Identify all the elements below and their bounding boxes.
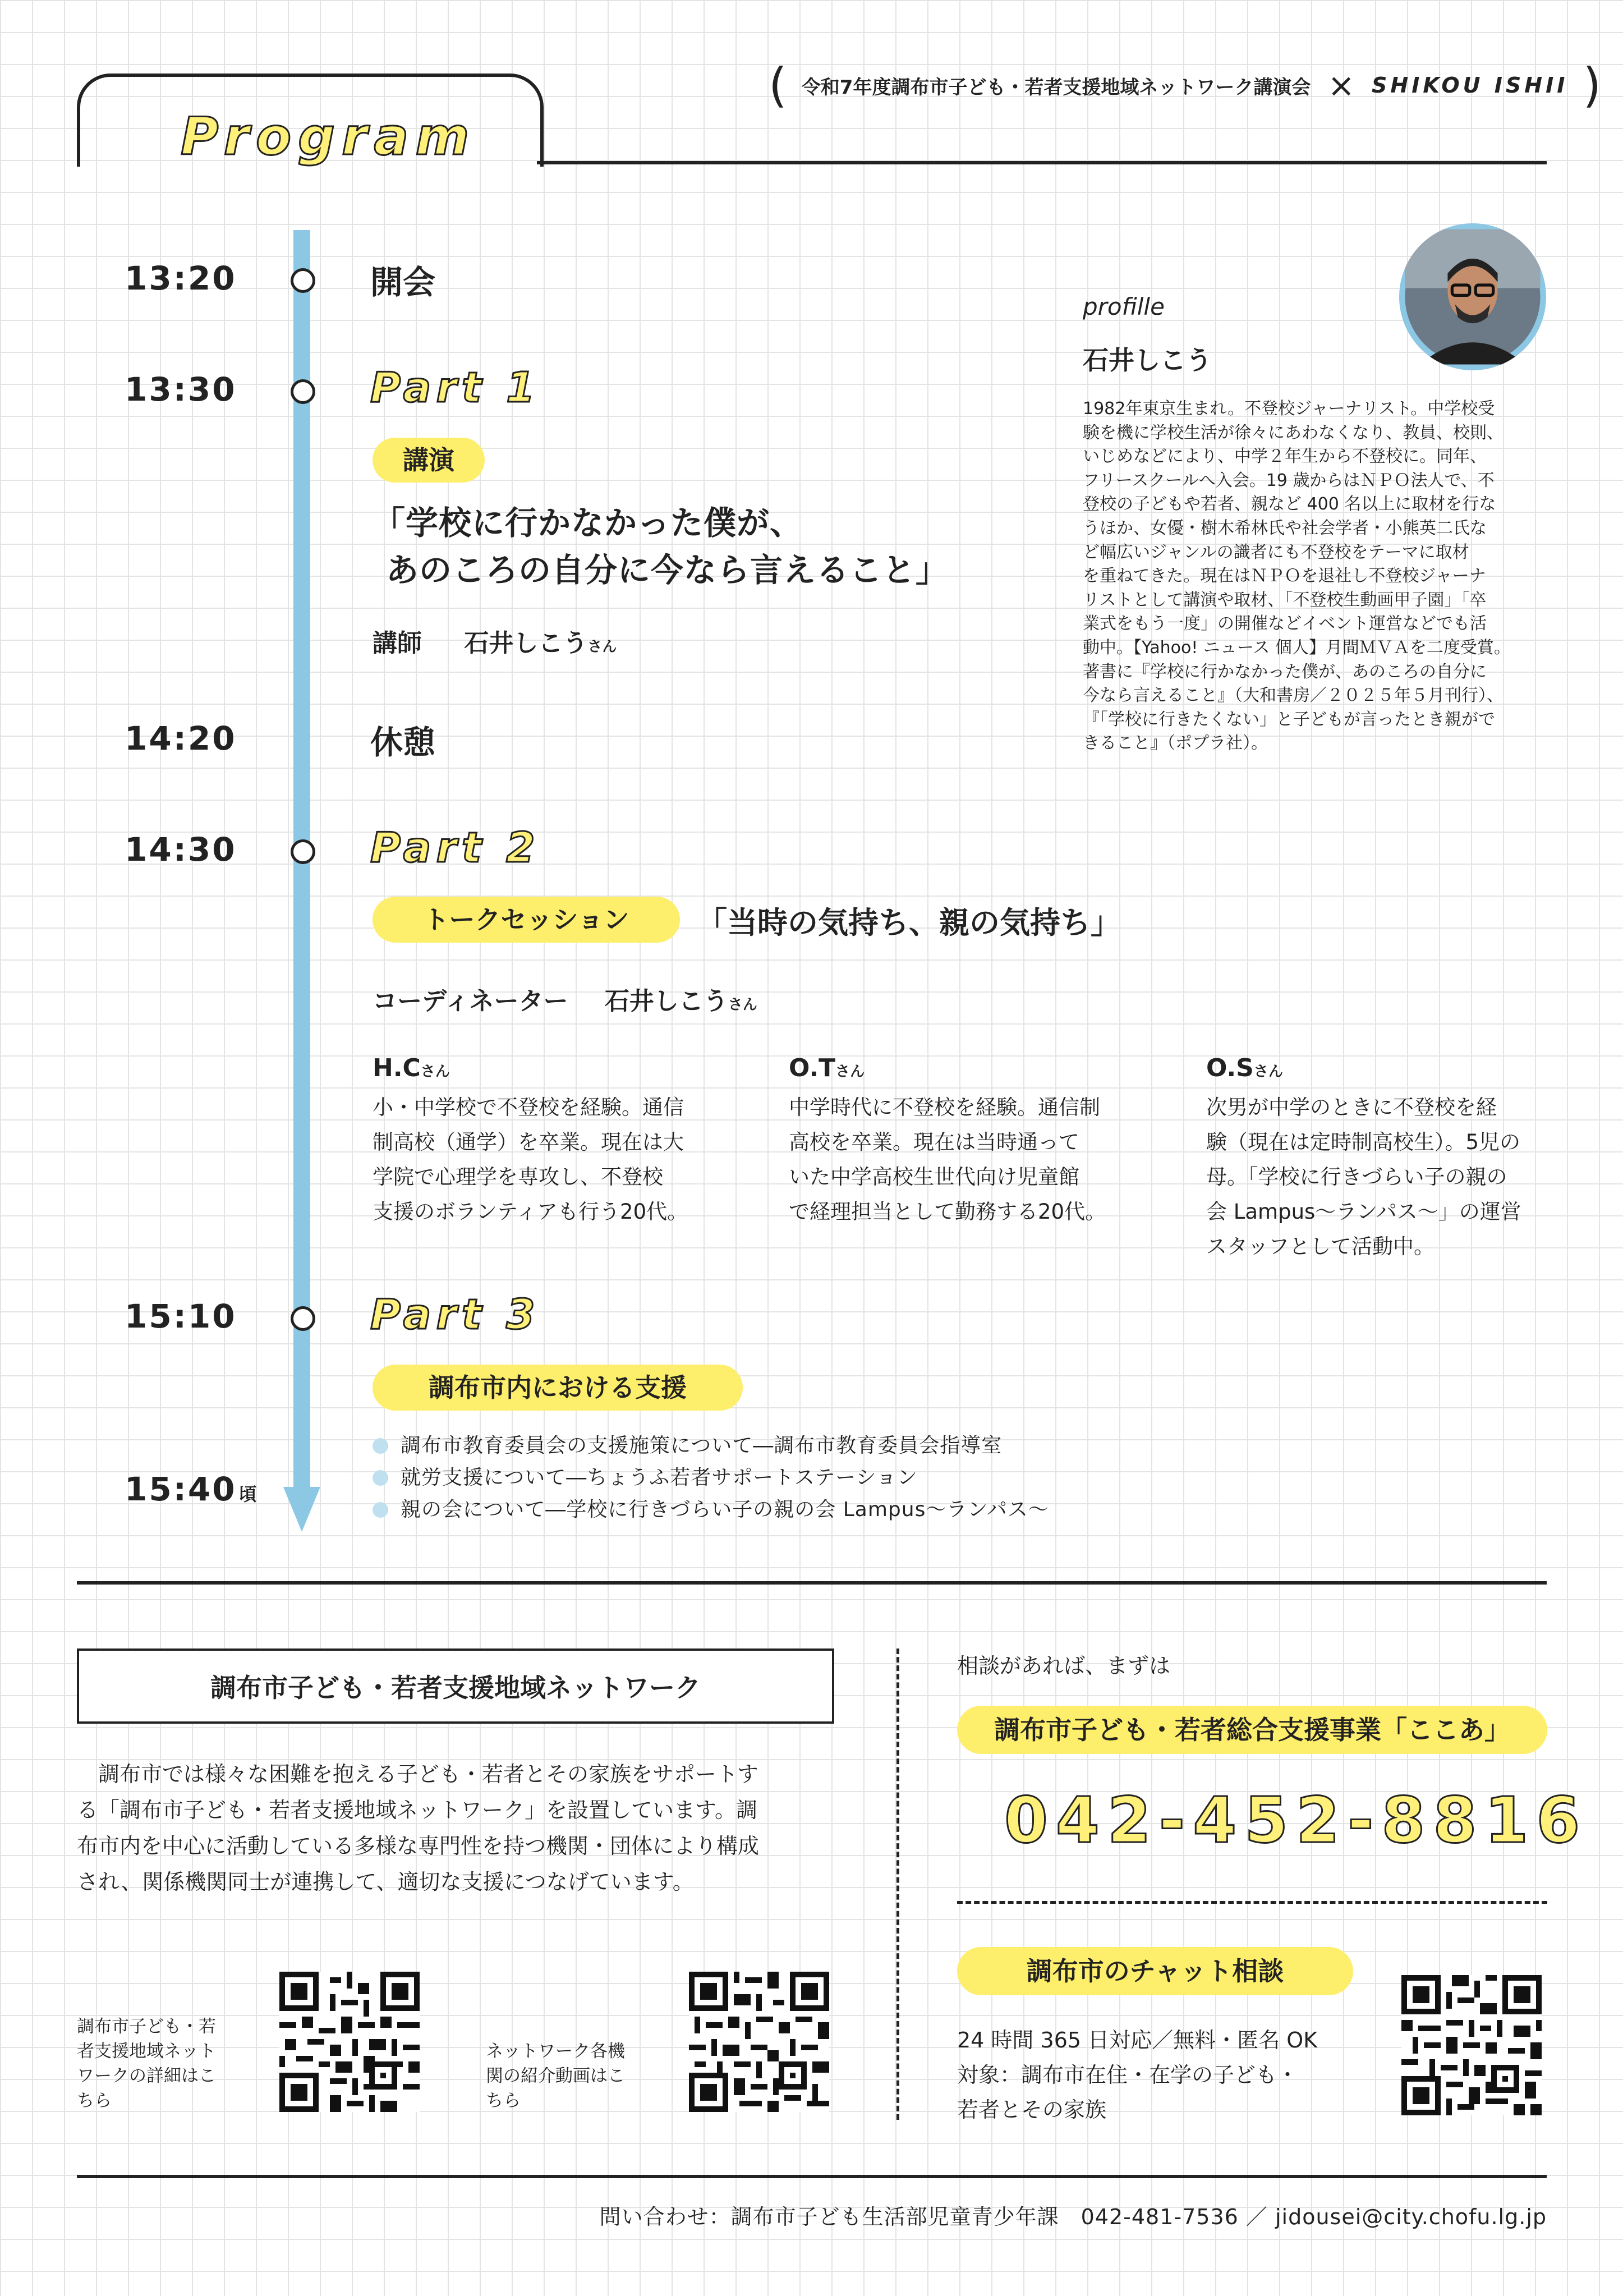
chat-line: 24 時間 365 日対応／無料・匿名 OK	[957, 2028, 1318, 2052]
part3-tag: 調布市内における支援	[373, 1365, 743, 1411]
time-1540	[125, 1470, 257, 1508]
consult-lead: 相談があれば、まずは	[957, 1654, 1171, 1678]
qr1-caption	[77, 2014, 216, 2113]
opening-label: 開会	[370, 263, 436, 301]
part1-lecturer	[373, 623, 617, 659]
chat-line: 対象：調布市在住・在学の子ども・	[957, 2063, 1299, 2087]
chat-details	[957, 2023, 1317, 2127]
desc-line: スタッフとして活動中。	[1206, 1234, 1435, 1259]
bio-line: リストとして講演や取材、「不登校生動画甲子園」「卒	[1083, 590, 1487, 610]
break-label: 休憩	[370, 723, 436, 761]
network-line: され、関係機関同士が連携して、適切な支援につなげています。	[77, 1870, 694, 1894]
bio-line: 登校の子どもや若者、親など 400 名以上に取材を行な	[1083, 494, 1496, 515]
bio-line: を重ねてきた。現在はＮＰＯを退社し不登校ジャーナ	[1083, 566, 1486, 586]
desc-line: 中学時代に不登校を経験。通信制	[789, 1095, 1100, 1119]
caption-line: 関の紹介動画はこ	[486, 2066, 625, 2086]
panelist-hc	[373, 1054, 737, 1229]
qr-code-intro-video[interactable]	[689, 1972, 829, 2112]
paren-close: )	[1583, 58, 1602, 113]
chat-line: 若者とその家族	[957, 2097, 1107, 2122]
program-label: Program	[181, 107, 476, 167]
header-rule	[537, 161, 1547, 164]
bio-line: きること』（ポプラ社）。	[1083, 733, 1268, 754]
bio-line: 験を機に学校生活が徐々にあわなくなり、教員、校則、	[1083, 423, 1504, 443]
timeline-arrow	[283, 1487, 320, 1532]
part1-tag: 講演	[373, 438, 485, 483]
header-event	[769, 58, 1602, 113]
desc-line: 高校を卒業。現在は当時通って	[789, 1130, 1079, 1154]
lecturer-honorific: さん	[587, 639, 617, 655]
bio-line: 今なら言えること』（大和書房／２０２５年５月刊行）、	[1083, 686, 1504, 706]
caption-line: ネットワーク各機	[486, 2041, 625, 2061]
desc-line: 支援のボランティアも行う20代。	[373, 1200, 688, 1224]
bio-line: 動中。【Yahoo! ニュース 個人】月間ＭＶＡを二度受賞。	[1083, 637, 1511, 658]
part2-label: Part 2	[370, 824, 540, 872]
caption-line: 調布市子ども・若	[77, 2017, 216, 2037]
bullet-dot	[373, 1502, 388, 1518]
panelist-honorific: さん	[1253, 1063, 1283, 1080]
part3-item-text: 調布市教育委員会の支援施策について―調布市教育委員会指導室	[401, 1434, 1003, 1457]
desc-line: 会 Lampus〜ランパス〜」の運営	[1206, 1200, 1521, 1224]
desc-line: いた中学高校生世代向け児童館	[789, 1165, 1079, 1189]
bio-line: 『「学校に行きたくない」と子どもが言ったとき親がで	[1083, 709, 1495, 729]
bullet-dot	[373, 1470, 388, 1486]
network-line: る「調布市子ども・若者支援地域ネットワーク」を設置しています。調	[77, 1798, 757, 1822]
time-1540-value: 15:40	[125, 1470, 237, 1508]
time-1430: 14:30	[125, 830, 237, 869]
bio-line: ど幅広いジャンルの識者にも不登校をテーマに取材	[1083, 542, 1469, 562]
desc-line: 制高校（通学）を卒業。現在は大	[373, 1130, 684, 1154]
caption-line: 者支援地域ネット	[77, 2041, 216, 2061]
lecturer-name: 石井しこう	[464, 629, 588, 658]
part1-title	[373, 499, 949, 594]
time-1420: 14:20	[125, 719, 237, 757]
panelist-desc	[373, 1090, 737, 1229]
part3-item	[373, 1462, 918, 1490]
timeline-node	[291, 1306, 315, 1331]
part1-label: Part 1	[370, 364, 540, 412]
bio-line: 1982年東京生まれ。不登校ジャーナリスト。中学校受	[1083, 399, 1495, 419]
part3-item-text: 親の会について―学校に行きづらい子の親の会 Lampus〜ランパス〜	[401, 1498, 1049, 1521]
time-1510: 15:10	[125, 1297, 237, 1335]
caption-line: ワークの詳細はこ	[77, 2066, 216, 2086]
bio-line: 業式をもう一度」の開催などイベント運営などでも活	[1083, 614, 1487, 634]
part3-item-text: 就労支援について―ちょうふ若者サポートステーション	[401, 1466, 918, 1489]
network-line: 調布市では様々な困難を抱える子ども・若者とその家族をサポートす	[77, 1762, 758, 1787]
part2-coordinator	[373, 981, 757, 1017]
panelist-name	[373, 1054, 737, 1082]
bio-line: うほか、女優・樹木希林氏や社会学者・小熊英二氏な	[1083, 518, 1487, 538]
bio-line: フリースクールへ入会。19 歳からはＮＰＯ法人で、不	[1083, 470, 1495, 490]
desc-line: 母。「学校に行きづらい子の親の	[1206, 1165, 1507, 1189]
footer-contact: 問い合わせ：調布市子ども生活部児童青少年課 042-481-7536 ／ jidousei@city.chofu.lg.jp	[599, 2205, 1547, 2229]
bullet-dot	[373, 1438, 388, 1454]
part1-title-line2: あのころの自分に今なら言えること」	[386, 551, 949, 589]
part3-label: Part 3	[370, 1291, 540, 1339]
part2-title: 「当時の気持ち、親の気持ち」	[697, 905, 1121, 940]
consult-phone[interactable]: 042-452-8816	[1004, 1784, 1588, 1857]
chat-title: 調布市のチャット相談	[957, 1947, 1353, 1995]
qr-code-network-details[interactable]	[279, 1972, 420, 2112]
network-title: 調布市子ども・若者支援地域ネットワーク	[77, 1648, 834, 1724]
panelist-initials: O.S	[1206, 1054, 1254, 1082]
timeline-node	[291, 268, 315, 293]
panelist-honorific: さん	[835, 1063, 865, 1080]
qr-code-chat-consult[interactable]	[1401, 1975, 1542, 2115]
event-title: 令和7年度調布市子ども・若者支援地域ネットワーク講演会	[801, 76, 1311, 99]
panelist-honorific: さん	[420, 1063, 450, 1080]
coordinator-honorific: さん	[728, 997, 757, 1013]
bio-line: いじめなどにより、中学２年生から不登校に。同年、	[1083, 447, 1487, 467]
portrait-image	[1399, 223, 1546, 370]
network-line: 布市内を中心に活動している多様な専門性を持つ機関・団体により構成	[77, 1834, 760, 1858]
caption-line: ちら	[77, 2091, 112, 2111]
profile-photo	[1399, 223, 1546, 370]
time-1330: 13:30	[125, 370, 237, 408]
lecturer-role: 講師	[373, 629, 422, 658]
paren-open: (	[769, 58, 787, 113]
footer-rule	[77, 2175, 1547, 2178]
coordinator-name: 石井しこう	[604, 987, 728, 1016]
panelist-name	[789, 1054, 1153, 1082]
part1-title-line1: 「学校に行かなかった僕が、	[373, 504, 803, 542]
panelist-name	[1206, 1054, 1571, 1082]
bio-line: 著書に『学校に行かなかった僕が、あのころの自分に	[1083, 662, 1487, 682]
part2-tag: トークセッション	[373, 897, 680, 943]
vertical-dashed-divider	[896, 1648, 899, 2120]
desc-line: で経理担当として勤務する20代。	[789, 1200, 1106, 1224]
cross-mark: ×	[1327, 66, 1355, 104]
timeline-node	[291, 839, 315, 864]
panelist-ot	[789, 1054, 1153, 1229]
network-body	[77, 1756, 759, 1900]
profile-heading: profille	[1083, 293, 1165, 320]
time-1540-suffix: 頃	[238, 1484, 257, 1505]
coordinator-role: コーディネーター	[373, 987, 568, 1016]
panelist-desc	[789, 1090, 1153, 1229]
consult-service: 調布市子ども・若者総合支援事業「ここあ」	[957, 1706, 1547, 1754]
panelist-desc	[1206, 1090, 1571, 1264]
desc-line: 次男が中学のときに不登校を経	[1206, 1095, 1497, 1119]
qr2-caption	[486, 2039, 625, 2113]
section-divider	[77, 1581, 1547, 1585]
horizontal-dashed-divider	[957, 1901, 1547, 1904]
time-1320: 13:20	[125, 259, 237, 297]
profile-name: 石井しこう	[1083, 345, 1212, 375]
desc-line: 験（現在は定時制高校生）。5児の	[1206, 1130, 1521, 1154]
panelist-initials: H.C	[373, 1054, 421, 1082]
desc-line: 小・中学校で不登校を経験。通信	[373, 1095, 684, 1119]
profile-bio	[1083, 397, 1511, 756]
speaker-en: SHIKOU ISHII	[1372, 73, 1569, 98]
panelist-os	[1206, 1054, 1571, 1264]
part3-item	[373, 1430, 1002, 1458]
timeline-node	[291, 379, 315, 404]
part3-item	[373, 1494, 1049, 1522]
panelist-initials: O.T	[789, 1054, 836, 1082]
caption-line: ちら	[486, 2091, 521, 2111]
desc-line: 学院で心理学を専攻し、不登校	[373, 1165, 663, 1189]
